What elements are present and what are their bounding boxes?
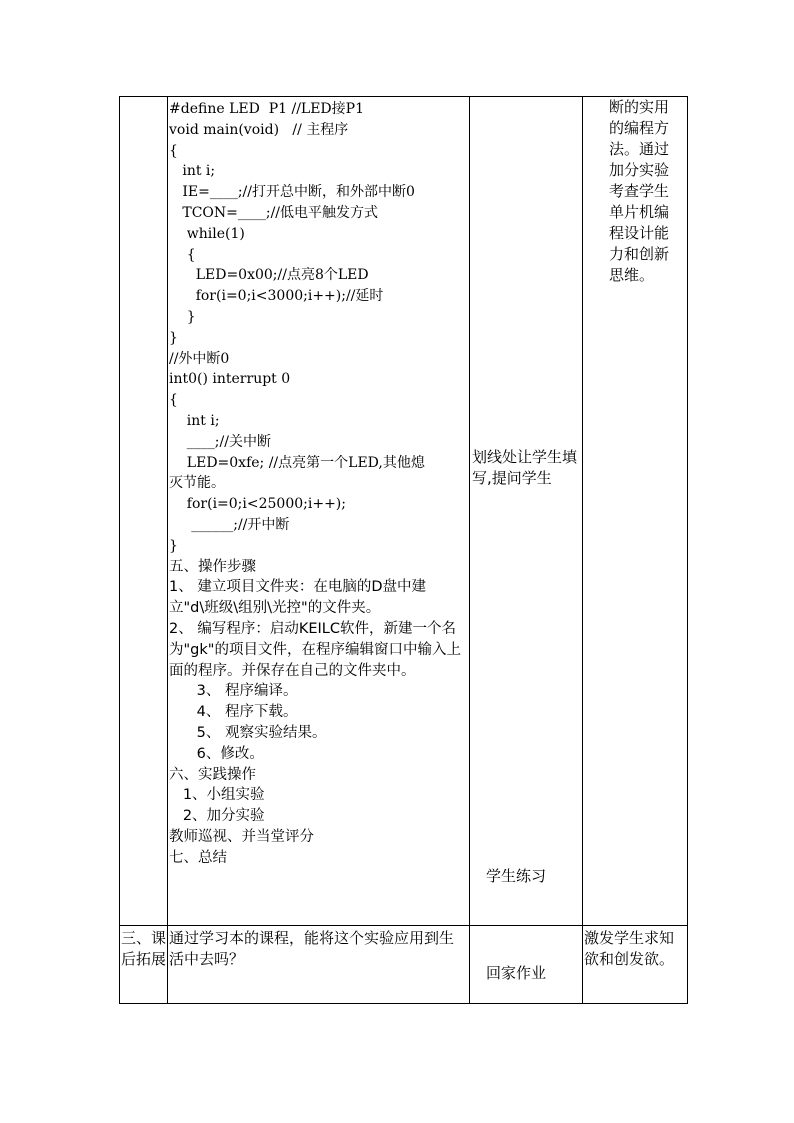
step-item: 1、 建立项目文件夹：在电脑的D盘中建立"d\班级\组别\光控"的文件夹。	[169, 579, 426, 617]
code-line: IE=____;//打开总中断，和外部中断0	[169, 184, 415, 201]
design-intent-text: 激发学生求知欲和创发欲。	[584, 929, 675, 968]
lesson-plan-table	[119, 96, 688, 1004]
lesson-row-extension	[120, 926, 688, 1004]
code-line: 灭节能。	[169, 475, 225, 492]
content-cell	[168, 97, 470, 926]
code-line: ______;//开中断	[169, 516, 290, 533]
code-line: }	[169, 308, 196, 325]
steps-heading: 五、操作步骤	[169, 558, 256, 575]
design-intent-cell	[583, 926, 688, 1004]
code-line: LED=0xfe; //点亮第一个LED,其他熄	[169, 454, 425, 471]
student-activity-cell	[470, 97, 583, 926]
code-line: {	[169, 392, 178, 409]
practice-item: 1、小组实验	[169, 787, 265, 804]
section-cell-empty	[120, 97, 168, 926]
summary-heading: 七、总结	[169, 849, 227, 866]
lesson-row-main	[120, 97, 688, 926]
code-line: {	[169, 142, 178, 159]
code-line: LED=0x00;//点亮8个LED	[169, 267, 369, 284]
code-line: int0() interrupt 0	[169, 371, 291, 388]
design-intent-cell	[583, 97, 688, 926]
student-activity-cell	[470, 926, 583, 1004]
code-line: while(1)	[169, 225, 245, 242]
code-line: }	[169, 537, 178, 554]
code-line: }	[169, 329, 178, 346]
homework-label: 回家作业	[486, 964, 547, 982]
code-line: for(i=0;i<25000;i++);	[169, 496, 346, 513]
code-line: //外中断0	[169, 350, 230, 367]
design-intent-text: 断的实用的编程方法。通过加分实验考查学生单片机编程设计能力和创新思维。	[609, 98, 670, 284]
extension-question: 通过学习本的课程，能将这个实验应用到生活中去吗？	[169, 929, 455, 968]
section-title: 三、课后拓展	[121, 929, 167, 968]
code-block	[168, 97, 469, 868]
code-line: {	[169, 246, 196, 263]
content-cell	[168, 926, 470, 1004]
teacher-note: 教师巡视、并当堂评分	[169, 828, 314, 845]
fill-blank-note: 划线处让学生填写,提问学生	[472, 448, 578, 487]
step-item: 2、 编写程序：启动KEILC软件，新建一个名为"gk"的项目文件，在程序编辑窗口中输入上面的程序。并保存在自己的文件夹中。	[169, 620, 461, 679]
code-line: int i;	[169, 412, 220, 429]
step-item: 5、 观察实验结果。	[169, 724, 327, 741]
practice-item: 2、加分实验	[169, 808, 265, 825]
code-line: ____;//关中断	[169, 433, 271, 450]
section-cell	[120, 926, 168, 1004]
student-practice-label: 学生练习	[486, 867, 547, 885]
step-item: 4、 程序下载。	[169, 704, 298, 721]
code-line: for(i=0;i<3000;i++);//延时	[169, 288, 384, 305]
code-line: TCON=____;//低电平触发方式	[169, 204, 379, 221]
step-item: 3、 程序编译。	[169, 683, 298, 700]
code-line: #define LED P1 //LED接P1	[169, 101, 364, 117]
code-line: void main(void) // 主程序	[169, 121, 349, 138]
code-line: int i;	[169, 163, 216, 180]
practice-heading: 六、实践操作	[169, 766, 256, 783]
step-item: 6、修改。	[169, 745, 264, 762]
